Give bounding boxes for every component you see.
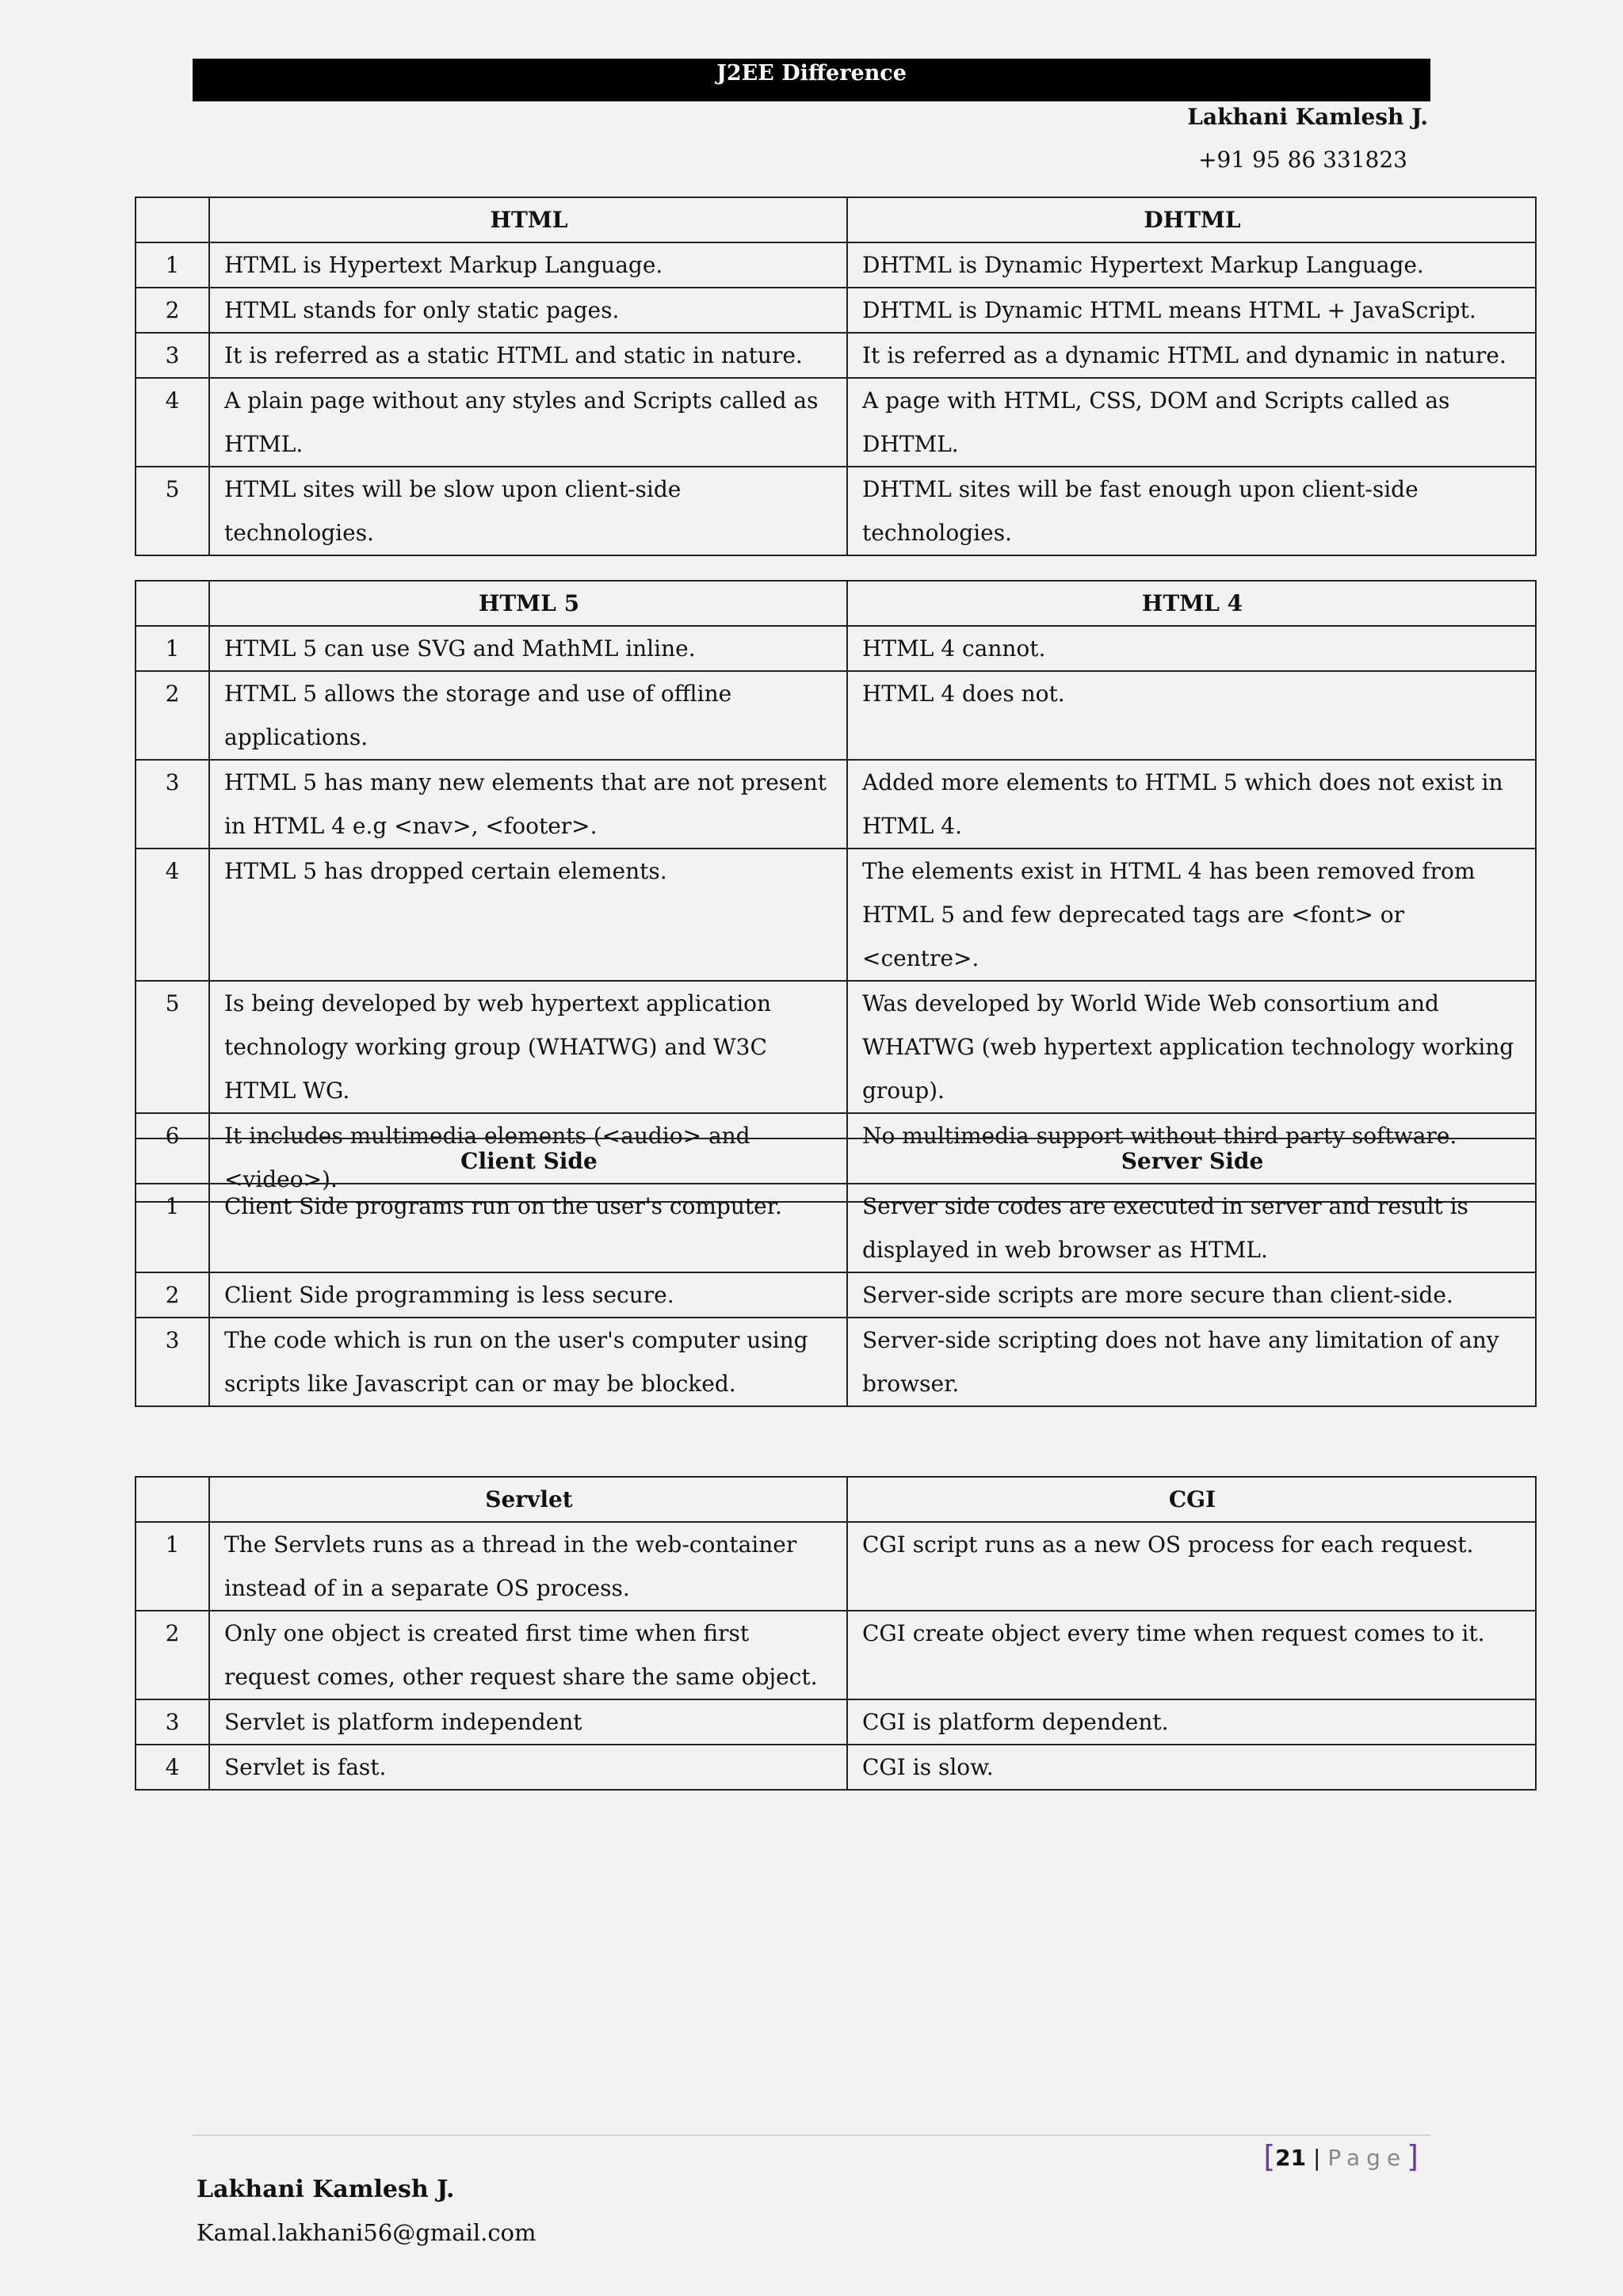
row-right-cell: Server-side scripts are more secure than client-side. [847,1272,1536,1318]
row-left-cell: HTML 5 can use SVG and MathML inline. [209,626,847,671]
row-left-cell: Client Side programming is less secure. [209,1272,847,1318]
row-number-cell: 2 [136,1272,209,1318]
page-separator: | [1313,2145,1321,2171]
row-right-cell: DHTML is Dynamic Hypertext Markup Language. [847,242,1536,288]
table-row [136,1745,1536,1790]
row-right-cell: Added more elements to HTML 5 which does not exist in HTML 4. [847,760,1536,849]
table-header-row [136,581,1536,626]
row-left-cell: HTML is Hypertext Markup Language. [209,242,847,288]
header-cell-right: DHTML [847,197,1536,242]
row-left-cell: Client Side programs run on the user's computer. [209,1184,847,1272]
table-html5-vs-html4 [135,580,1537,1203]
table-row [136,1272,1536,1318]
row-number-cell: 1 [136,242,209,288]
row-number-cell: 1 [136,1522,209,1611]
row-number-cell: 3 [136,1699,209,1745]
table-row [136,378,1536,467]
row-number-cell: 3 [136,1318,209,1406]
table-row [136,671,1536,760]
footer-divider [193,2134,1430,2136]
page-bracket-open: [ [1263,2139,1276,2174]
table-row [136,1184,1536,1272]
table-row [136,626,1536,671]
header-cell-empty [136,1138,209,1184]
row-left-cell: The Servlets runs as a thread in the web-container instead of in a separate OS process. [209,1522,847,1611]
table-row [136,467,1536,555]
table-row [136,981,1536,1113]
row-number-cell: 4 [136,1745,209,1790]
row-right-cell: CGI is platform dependent. [847,1699,1536,1745]
row-number-cell: 2 [136,1611,209,1699]
row-number-cell: 3 [136,760,209,849]
table-client-vs-server [135,1138,1537,1407]
row-right-cell: CGI script runs as a new OS process for each request. [847,1522,1536,1611]
header-cell-right: CGI [847,1477,1536,1522]
table-servlet-vs-cgi [135,1476,1537,1791]
row-right-cell: DHTML sites will be fast enough upon client-side technologies. [847,467,1536,555]
row-right-cell: Was developed by World Wide Web consortium and WHATWG (web hypertext application technology working group). [847,981,1536,1113]
footer-email: Kamal.lakhani56@gmail.com [197,2219,537,2246]
row-number-cell: 1 [136,626,209,671]
row-right-cell: CGI create object every time when request comes to it. [847,1611,1536,1699]
row-number-cell: 3 [136,333,209,378]
header-author: Lakhani Kamlesh J. [1187,104,1428,130]
page-number: 21 [1275,2145,1307,2171]
table-row [136,1611,1536,1699]
row-right-cell: Server side codes are executed in server and result is displayed in web browser as HTML. [847,1184,1536,1272]
header-cell-left: Client Side [209,1138,847,1184]
table-row [136,333,1536,378]
header-phone: +91 95 86 331823 [1198,147,1407,173]
table-header-row [136,197,1536,242]
row-number-cell: 1 [136,1184,209,1272]
header-cell-empty [136,197,209,242]
footer-author: Lakhani Kamlesh J. [197,2176,455,2203]
table-row [136,1699,1536,1745]
row-right-cell: Server-side scripting does not have any limitation of any browser. [847,1318,1536,1406]
row-right-cell: CGI is slow. [847,1745,1536,1790]
row-left-cell: HTML 5 has many new elements that are not present in HTML 4 e.g <nav>, <footer>. [209,760,847,849]
table-html-vs-dhtml [135,196,1537,556]
row-left-cell: HTML 5 allows the storage and use of offline applications. [209,671,847,760]
row-number-cell: 2 [136,671,209,760]
table-row [136,1522,1536,1611]
row-number-cell: 2 [136,288,209,333]
header-cell-left: HTML 5 [209,581,847,626]
row-right-cell: DHTML is Dynamic HTML means HTML + JavaScript. [847,288,1536,333]
row-left-cell: HTML 5 has dropped certain elements. [209,849,847,981]
page-label: Page [1327,2145,1407,2171]
header-cell-right: HTML 4 [847,581,1536,626]
row-right-cell: A page with HTML, CSS, DOM and Scripts called as DHTML. [847,378,1536,467]
row-number-cell: 5 [136,467,209,555]
row-number-cell: 4 [136,378,209,467]
row-number-cell: 5 [136,981,209,1113]
row-right-cell: HTML 4 cannot. [847,626,1536,671]
row-left-cell: Servlet is platform independent [209,1699,847,1745]
table-row [136,242,1536,288]
row-right-cell: The elements exist in HTML 4 has been removed from HTML 5 and few deprecated tags are <font> or <centre>. [847,849,1536,981]
row-number-cell: 6 [136,1113,209,1202]
table-row [136,288,1536,333]
row-left-cell: A plain page without any styles and Scripts called as HTML. [209,378,847,467]
page-number-block [1263,2136,1419,2179]
row-left-cell: Is being developed by web hypertext application technology working group (WHATWG) and W3C HTML WG. [209,981,847,1113]
header-cell-left: Servlet [209,1477,847,1522]
row-number-cell: 4 [136,849,209,981]
header-cell-empty [136,1477,209,1522]
header-cell-left: HTML [209,197,847,242]
row-left-cell: Only one object is created first time when first request comes, other request share the same object. [209,1611,847,1699]
header-cell-right: Server Side [847,1138,1536,1184]
header-cell-empty [136,581,209,626]
row-left-cell: HTML stands for only static pages. [209,288,847,333]
table-header-row [136,1138,1536,1184]
row-left-cell: HTML sites will be slow upon client-side technologies. [209,467,847,555]
row-left-cell: Servlet is fast. [209,1745,847,1790]
row-left-cell: It includes multimedia elements (<audio> and <video>). [209,1113,847,1202]
row-left-cell: The code which is run on the user's computer using scripts like Javascript can or may be blocked. [209,1318,847,1406]
document-title: J2EE Difference [193,59,1430,101]
row-right-cell: No multimedia support without third party software. [847,1113,1536,1202]
row-right-cell: It is referred as a dynamic HTML and dynamic in nature. [847,333,1536,378]
page-bracket-close: ] [1407,2139,1419,2174]
table-row [136,760,1536,849]
table-row [136,1318,1536,1406]
row-left-cell: It is referred as a static HTML and static in nature. [209,333,847,378]
table-row [136,849,1536,981]
table-header-row [136,1477,1536,1522]
row-right-cell: HTML 4 does not. [847,671,1536,760]
